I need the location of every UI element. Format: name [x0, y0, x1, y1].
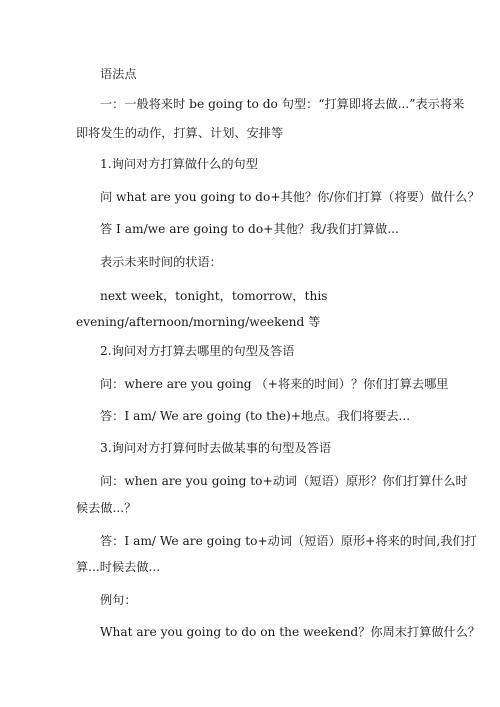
question3-ask-line1: 问：when are you going to+动词（短语）原形？你们打算什么时	[100, 474, 468, 488]
question3-title: 3.询问对方打算何时去做某事的句型及答语	[100, 441, 332, 455]
question3-ask-line2: 候去做...？	[76, 501, 137, 515]
time-adverbials-title: 表示未来时间的状语：	[100, 255, 222, 269]
example-title: 例句：	[100, 593, 137, 607]
section1-intro-line2: 即将发生的动作，打算、计划、安排等	[76, 126, 284, 140]
time-adverbials-line2: evening/afternoon/morning/weekend 等	[76, 315, 321, 329]
question3-answer-line1: 答：I am/ We are going to+动词（短语）原形+将来的时间,我们打	[100, 534, 477, 548]
question2-answer: 答：I am/ We are going (to the)+地点。我们将要去...	[100, 409, 411, 423]
question1-title: 1.询问对方打算做什么的句型	[100, 157, 258, 171]
example-sentence: What are you going to do on the weekend？你周末打算做什么？	[100, 625, 481, 639]
question1-answer: 答 I am/we are going to do+其他？我/我们打算做...	[100, 222, 399, 236]
time-adverbials-line1: next week，tonight，tomorrow，this	[100, 289, 328, 303]
section1-intro-line1: 一：一般将来时 be going to do 句型：“打算即将去做...”表示将来	[100, 97, 465, 111]
question2-title: 2.询问对方打算去哪里的句型及答语	[100, 344, 295, 358]
question2-ask: 问：where are you going （+将来的时间）？你们打算去哪里	[100, 377, 449, 391]
question1-ask: 问 what are you going to do+其他？你/你们打算（将要）做什么？	[100, 190, 480, 204]
grammar-heading: 语法点	[100, 67, 137, 81]
question3-answer-line2: 算...时候去做...	[76, 560, 161, 574]
